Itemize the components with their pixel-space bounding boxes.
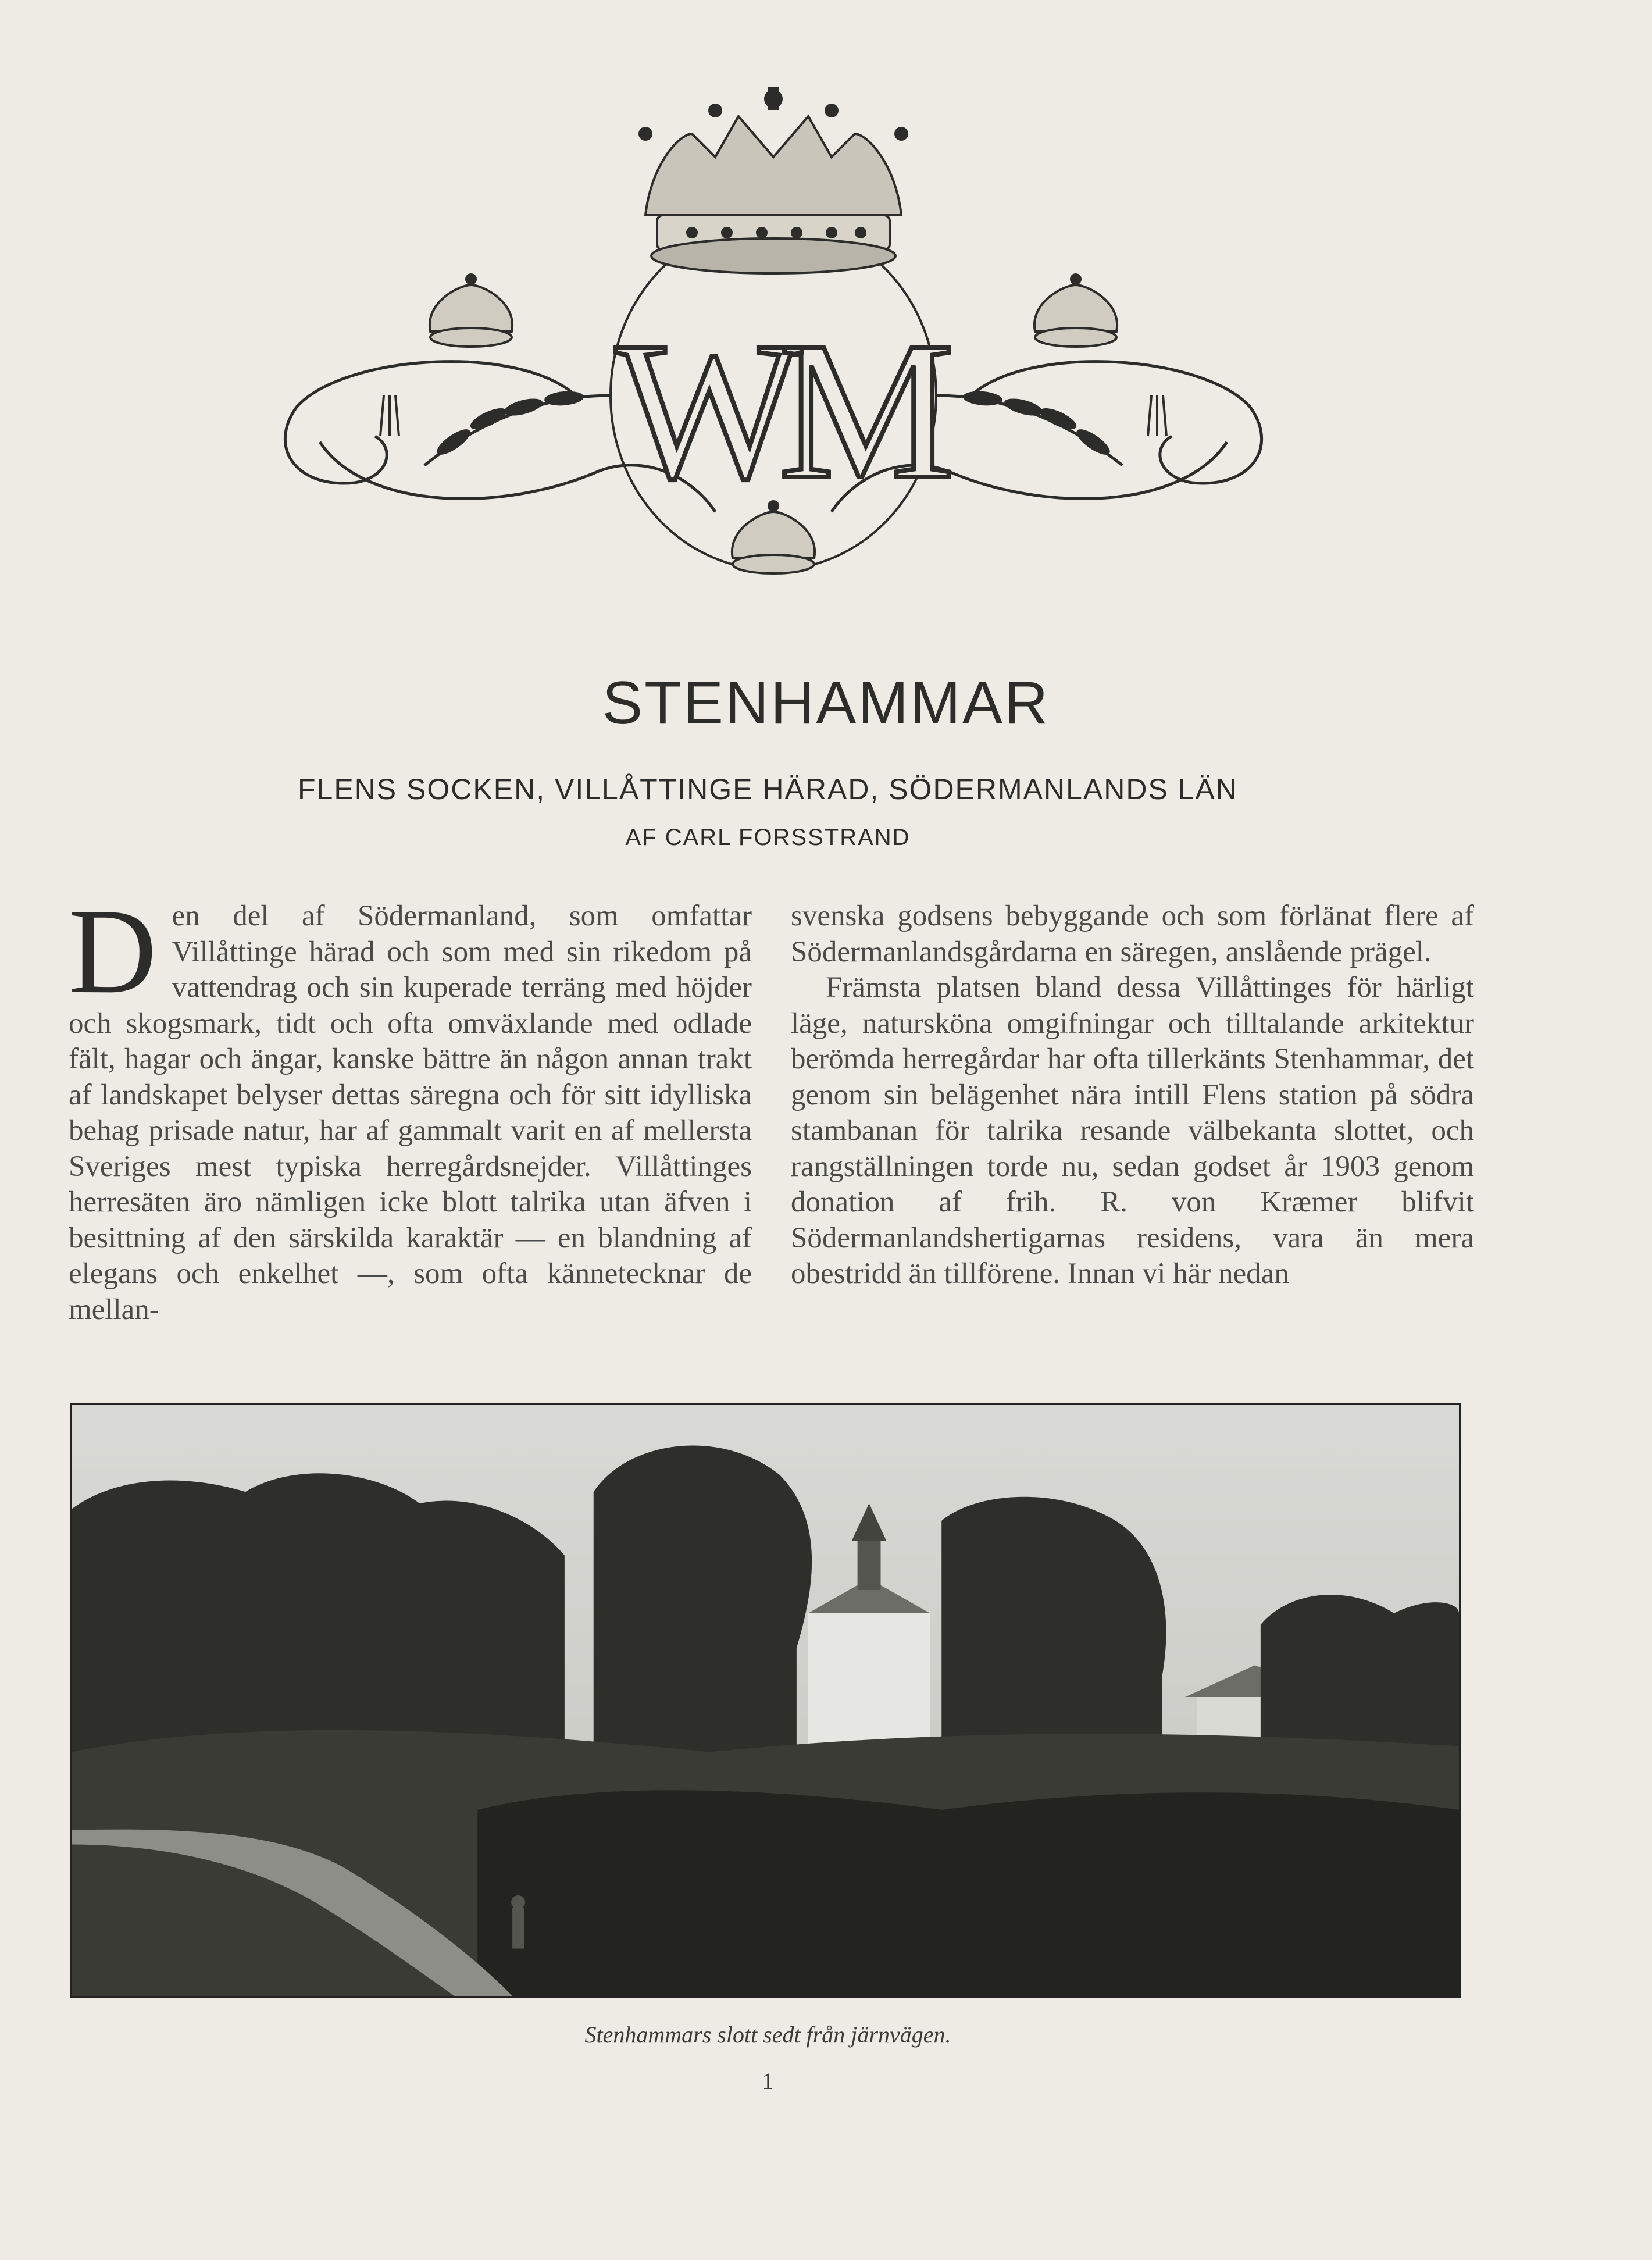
article-byline: AF CARL FORSSTRAND — [625, 825, 911, 850]
photo-caption: Stenhammars slott sedt från järnvägen. — [584, 2022, 951, 2048]
manor-photograph — [70, 1403, 1461, 1998]
paragraph: Främsta platsen bland dessa Villåttinges för härligt läge, natursköna omgifningar och tilltalande arkitektur berömda herregårdar har ofta tillerkänts Stenhammar, det genom sin belägenhet nära intill Flens station på södra stambanan för talrika resande välbekanta slottet, och rangställningen torde nu, sedan godset år 1903 genom donation af frih. R. von Kræmer blifvit Södermanlandshertigarnas residens, vara än mera obestridd än tillförene. Innan vi här nedan — [791, 971, 1474, 1290]
article-subtitle: FLENS SOCKEN, VILLÅTTINGE HÄRAD, SÖDERMANLANDS LÄN — [297, 773, 1239, 805]
page-number: 1 — [762, 2068, 774, 2094]
text-column-right — [791, 899, 1474, 1292]
article-title: STENHAMMAR — [602, 669, 1050, 737]
paragraph: svenska godsens bebyggande och som förlänat flere af Södermanlandsgårdarna en säregen, anslående prägel. — [791, 900, 1474, 968]
paragraph-text: en del af Södermanland, som omfattar Villåttinge härad och som med sin rikedom på vattendrag och sin kuperade terräng med höjder och skogsmark, tidt och ofta omväxlande med odlade fält, hagar och ängar, kanske bättre än någon annan trakt af landskapet belyser dettas säregna och för sitt idylliska behag prisade natur, har af gammalt varit en af mellersta Sveriges mest typiska herregårdsnejder. Villåttinges herresäten äro nämligen icke blott talrika utan äfven i besittning af den särskilda karaktär — en blandning af elegans och enkelhet —, som ofta kännetecknar de mellan- — [69, 900, 752, 1326]
drop-cap: D — [69, 884, 157, 1019]
text-column-left — [69, 884, 752, 1328]
royal-monogram-emblem — [273, 70, 1273, 611]
paragraph — [69, 884, 752, 1328]
monogram-letters: WM — [615, 301, 932, 520]
